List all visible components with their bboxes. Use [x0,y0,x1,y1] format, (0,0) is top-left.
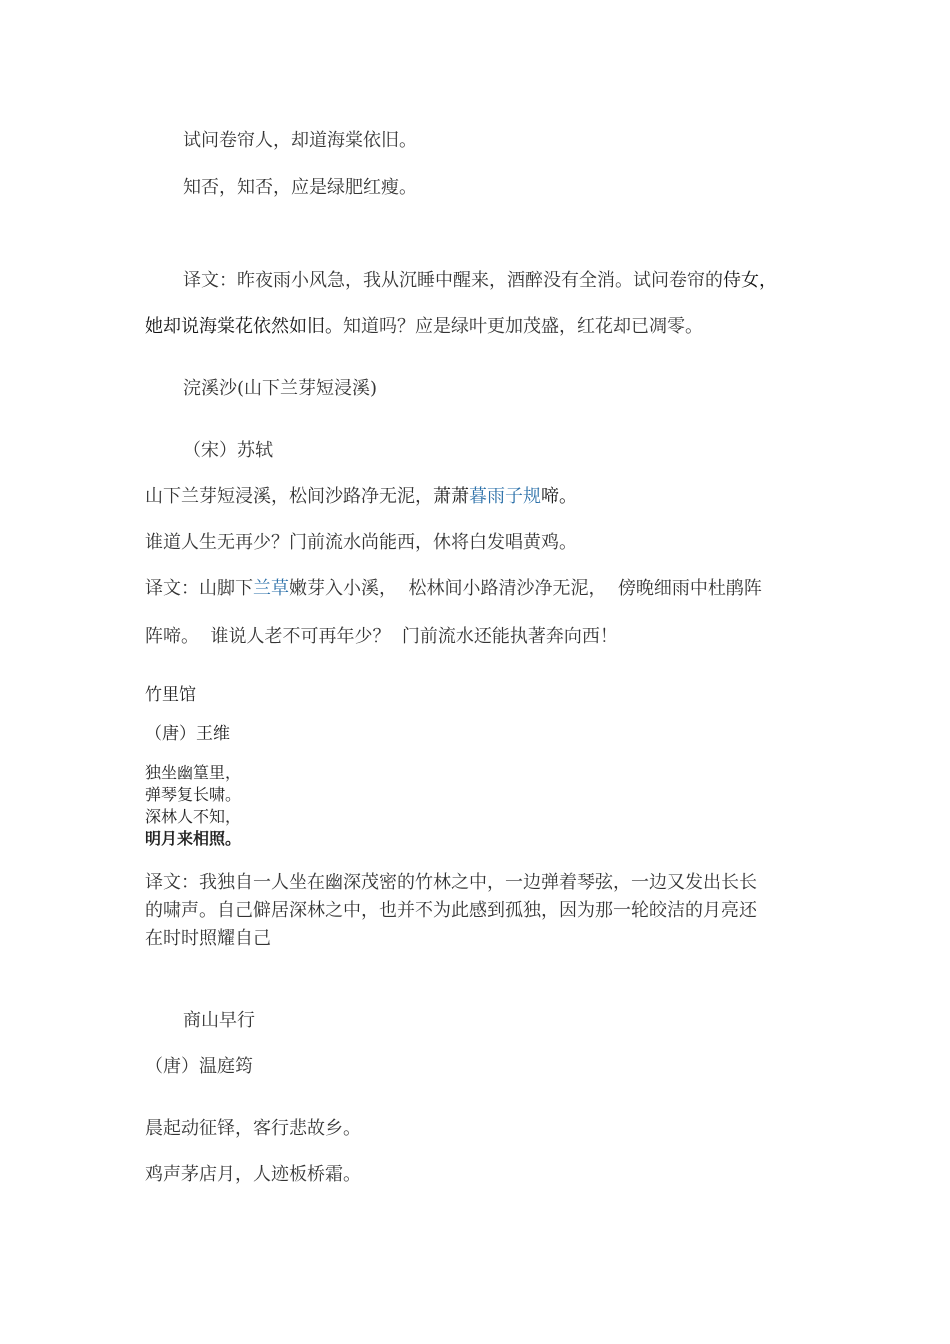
poem-title: 竹里馆 [145,685,196,705]
poem-line: 谁道人生无再少？门前流水尚能西，休将白发唱黄鸡。 [145,532,577,553]
poem-line: 知否，知否，应是绿肥红瘦。 [183,177,417,198]
translation-text: 译文：山脚下 [145,578,253,599]
translation-text: 知道吗？应是绿叶更加茂盛，红花却已凋零。 [343,316,703,337]
translation-text: 译文：昨夜雨小风急，我从沉睡中醒来，酒醉没有全消。试问卷帘的 [183,270,723,291]
translation-line [145,576,762,602]
translation-line: 译文：我独自一人坐在幽深茂密的竹林之中，一边弹着琴弦，一边又发出长长 [145,872,757,893]
poem-author: （唐）温庭筠 [145,1056,253,1077]
term-link[interactable]: 暮雨子规 [469,486,541,507]
term-link[interactable]: 兰草 [253,578,289,599]
poem-line: 晨起动征铎，客行悲故乡。 [145,1118,361,1139]
poem-text: 萧萧 [433,486,469,507]
poem-line: 弹琴复长啸。 [145,785,242,804]
poem-line: 明月来相照。 [145,829,242,848]
poem-line: 鸡声茅店月，人迹板桥霜。 [145,1164,361,1185]
translation-text: 她却说海棠花依然如旧。 [145,316,343,337]
poem-author: （宋）苏轼 [183,440,273,461]
poem-text: 啼。 [541,486,577,507]
translation-line: 阵啼。 谁说人老不可再年少？ 门前流水还能执著奔向西！ [145,626,618,647]
translation-line: 在时时照耀自己 [145,928,271,949]
poem-body [145,762,241,850]
translation-line [183,268,777,294]
poem-line: 试问卷帘人，却道海棠依旧。 [183,130,417,151]
poem-author: （唐）王维 [145,724,230,744]
poem-line: 独坐幽篁里， [145,763,242,782]
poem-text: 山下兰芽短浸溪，松间沙路净无泥， [145,486,433,507]
translation-text: 侍女， [723,270,777,291]
poem-title: 商山早行 [183,1010,255,1031]
translation-line [145,314,703,340]
poem-title: 浣溪沙(山下兰芽短浸溪) [183,378,378,399]
poem-line [145,484,577,510]
poem-line: 深林人不知， [145,807,242,826]
translation-line: 的啸声。自己僻居深林之中，也并不为此感到孤独，因为那一轮皎洁的月亮还 [145,900,757,921]
translation-text: 嫩芽入小溪， 松林间小路清沙净无泥， 傍晚细雨中杜鹃阵 [289,578,762,599]
